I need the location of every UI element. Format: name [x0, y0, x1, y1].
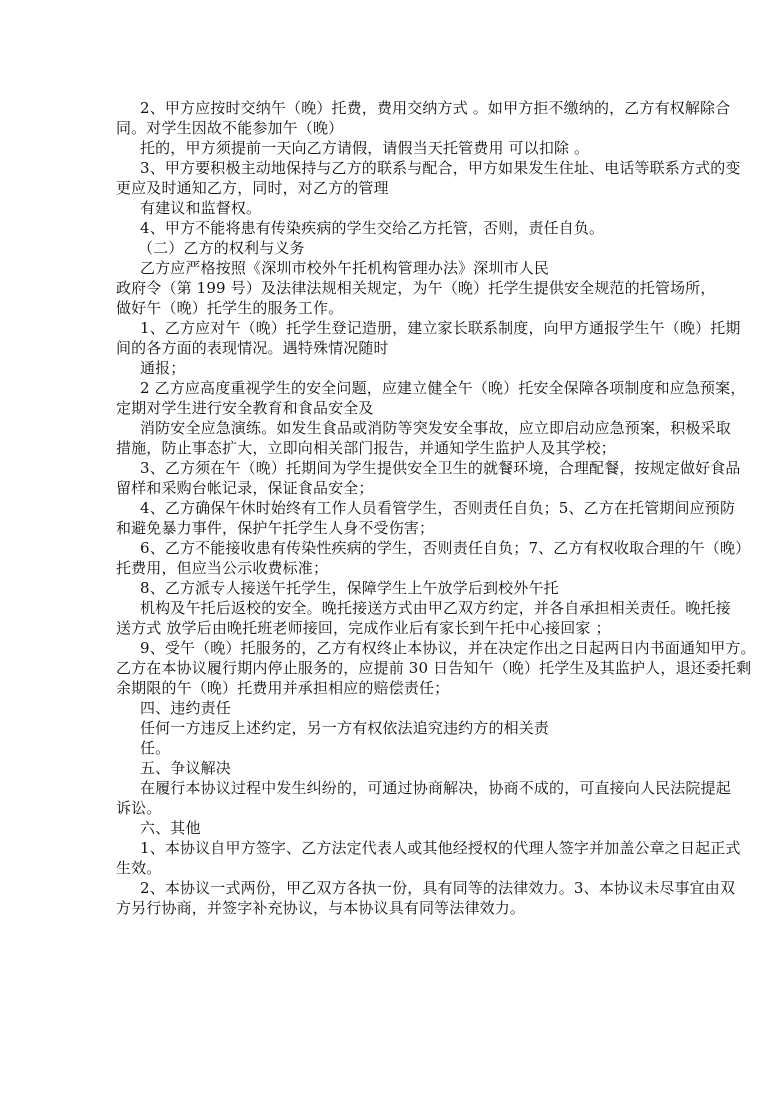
text-line: 任何一方违反上述约定，另一方有权依法追究违约方的相关责 [140, 719, 550, 737]
text-line: 任。 [140, 739, 171, 757]
section-heading: 六、其他 [140, 819, 201, 837]
section-heading: 五、争议解决 [140, 759, 231, 777]
text-line: 在履行本协议过程中发生纠纷的，可通过协商解决，协商不成的，可直接向人民法院提起 [140, 779, 731, 797]
section-heading: （二）乙方的权利与义务 [138, 239, 305, 257]
text-line: 2、本协议一式两份，甲乙双方各执一份，具有同等的法律效力。3、本协议未尽事宜由双 [140, 879, 736, 897]
text-line: 诉讼。 [116, 799, 162, 817]
text-line: 和避免暴力事件，保护午托学生人身不受伤害； [116, 519, 435, 537]
text-line: 4、乙方确保午休时始终有工作人员看管学生，否则责任自负；5、乙方在托管期间应预防 [140, 499, 736, 517]
text-line: 机构及午托后返校的安全。晚托接送方式由甲乙双方约定，并各自承担相关责任。晚托接 [140, 599, 731, 617]
text-line: 生效。 [116, 859, 162, 877]
text-line: 有建议和监督权。 [140, 199, 262, 217]
text-line: 定期对学生进行安全教育和食品安全及 [116, 399, 374, 417]
text-line: 通报； [140, 359, 186, 377]
text-line: 3、乙方须在午（晚）托期间为学生提供安全卫生的就餐环境，合理配餐，按规定做好食品 [140, 459, 741, 477]
text-line: 2 乙方应高度重视学生的安全问题，应建立健全午（晚）托安全保障各项制度和应急预案， [140, 379, 746, 397]
text-line: 乙方应严格按照《深圳市校外午托机构管理办法》深圳市人民 [140, 259, 550, 277]
text-line: 1、本协议自甲方签字、乙方法定代表人或其他经授权的代理人签字并加盖公章之日起正式 [140, 839, 741, 857]
text-line: 方另行协商，并签字补充协议，与本协议具有同等法律效力。 [116, 899, 526, 917]
text-line: 9、受午（晚）托服务的，乙方有权终止本协议，并在决定作出之日起两日内书面通知甲方。 [140, 639, 756, 657]
text-line: 间的各方面的表现情况。遇特殊情况随时 [116, 339, 389, 357]
text-line: 托的，甲方须提前一天向乙方请假，请假当天托管费用 可以扣除 。 [140, 139, 590, 157]
text-line: 做好午（晚）托学生的服务工作。 [116, 299, 344, 317]
text-line: 3、甲方要积极主动地保持与乙方的联系与配合，甲方如果发生住址、电话等联系方式的变 [140, 159, 741, 177]
text-line: 乙方在本协议履行期内停止服务的，应提前 30 日告知午（晚）托学生及其监护人，退还委托剩 [116, 659, 752, 677]
text-line: 政府令（第 199 号）及法律法规相关规定，为午（晚）托学生提供安全规范的托管场所， [116, 279, 716, 297]
text-line: 托费用，但应当公示收费标准； [116, 559, 329, 577]
text-line: 消防安全应急演练。如发生食品或消防等突发安全事故，应立即启动应急预案，积极采取 [140, 419, 731, 437]
text-line: 同。对学生因故不能参加午（晚） [116, 119, 344, 137]
text-line: 更应及时通知乙方，同时，对乙方的管理 [116, 179, 389, 197]
text-line: 留样和采购台帐记录，保证食品安全； [116, 479, 374, 497]
text-line: 余期限的午（晚）托费用并承担相应的赔偿责任； [116, 679, 450, 697]
text-line: 8、乙方派专人接送午托学生，保障学生上午放学后到校外午托 [140, 579, 559, 597]
text-line: 措施，防止事态扩大，立即向相关部门报告，并通知学生监护人及其学校； [116, 439, 616, 457]
text-line: 4、甲方不能将患有传染疾病的学生交给乙方托管，否则，责任自负。 [140, 219, 605, 237]
section-heading: 四、违约责任 [140, 699, 231, 717]
text-line: 1、乙方应对午（晚）托学生登记造册，建立家长联系制度，向甲方通报学生午（晚）托期 [140, 319, 741, 337]
text-line: 送方式 放学后由晚托班老师接回，完成作业后有家长到午托中心接回家 ； [116, 619, 611, 637]
text-line: 2、甲方应按时交纳午（晚）托费，费用交纳方式 。如甲方拒不缴纳的，乙方有权解除合 [140, 99, 731, 117]
text-line: 6、乙方不能接收患有传染性疾病的学生，否则责任自负；7、乙方有权收取合理的午（晚） [140, 539, 751, 557]
